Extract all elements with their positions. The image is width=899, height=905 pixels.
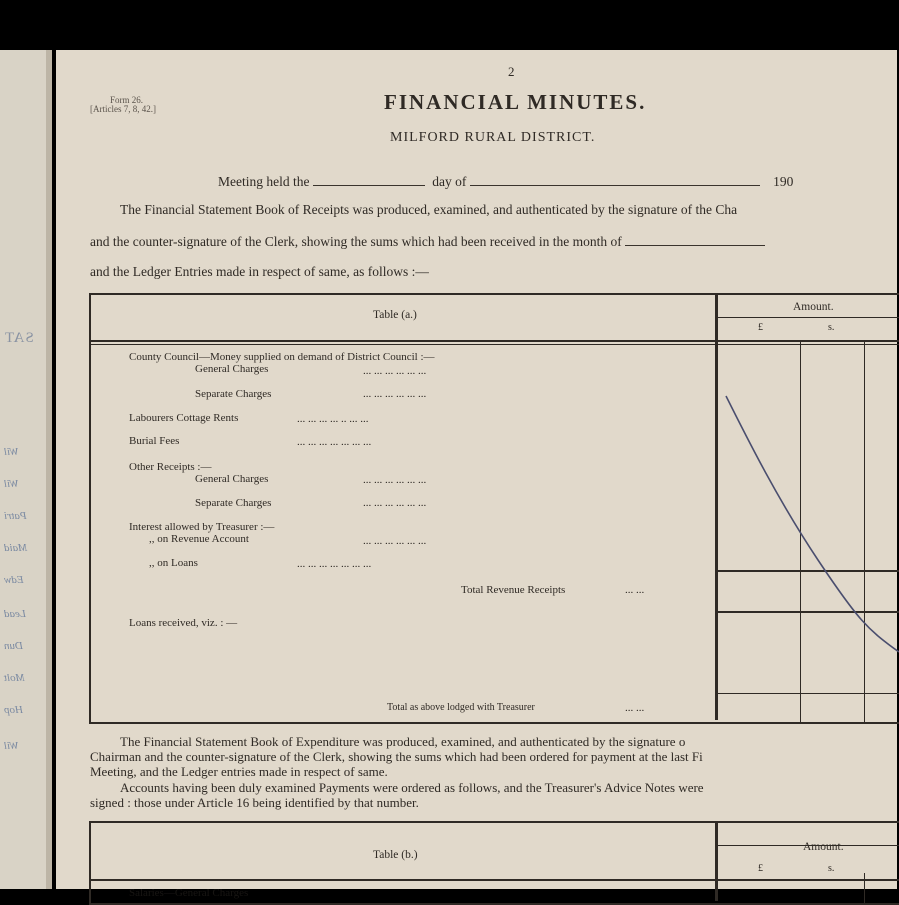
leader-dots: ... ... ... ... ... ... <box>363 388 427 400</box>
total-lodged-label: Total as above lodged with Treasurer <box>387 702 535 713</box>
pounds-column-label: £ <box>758 863 763 874</box>
table-b-caption: Table (b.) <box>373 849 418 861</box>
row-separate-charges: Separate Charges <box>195 388 272 400</box>
left-page-text: Hop <box>4 704 23 716</box>
receipts-para-line3: and the Ledger Entries made in respect of same, as follows :— <box>90 264 429 279</box>
page-number: 2 <box>508 64 515 79</box>
left-page-text: Wil <box>4 740 19 752</box>
page-title: FINANCIAL MINUTES. <box>384 90 647 114</box>
page-edge-shadow <box>46 50 52 889</box>
expenditure-para-line3: Meeting, and the Ledger entries made in respect of same. <box>90 764 388 779</box>
row-interest-revenue: ,, on Revenue Account <box>149 533 249 545</box>
left-page-text: Wil <box>4 446 19 458</box>
row-county-council: County Council—Money supplied on demand of District Council :— <box>129 351 435 363</box>
table-a-caption: Table (a.) <box>373 309 417 321</box>
shillings-pence-divider <box>864 873 865 903</box>
leader-dots: ... ... ... ... ... ... <box>363 497 427 509</box>
shillings-column-label: s. <box>828 322 835 333</box>
meeting-line <box>218 174 793 190</box>
row-salaries-general: Salaries—General Charges <box>129 887 249 899</box>
payments-table <box>89 821 899 905</box>
receipts-para-line1: The Financial Statement Book of Receipts was produced, examined, and authenticated by the signature of the Cha <box>120 202 738 217</box>
amount-subheader-rule <box>718 317 899 318</box>
leader-dots: ... ... ... ... ... ... <box>363 535 427 547</box>
day-of-label: day of <box>432 174 467 189</box>
row-other-separate-charges: Separate Charges <box>195 497 272 509</box>
meeting-day-blank[interactable] <box>313 175 425 186</box>
form-reference <box>90 96 156 114</box>
leader-dots: ... ... <box>625 584 645 596</box>
meeting-held-label: Meeting held the <box>218 174 310 189</box>
left-page-text: Molt <box>4 672 25 684</box>
form-number: Form 26. <box>110 95 144 105</box>
district-subtitle: MILFORD RURAL DISTRICT. <box>390 130 596 145</box>
receipts-para-line2 <box>90 234 765 250</box>
left-page-text: Maid <box>4 542 28 554</box>
row-other-general-charges: General Charges <box>195 473 269 485</box>
row-interest-allowed: Interest allowed by Treasurer :— <box>129 521 275 533</box>
left-page-text: Dun <box>4 640 23 652</box>
loans-received-label: Loans received, viz. : — <box>129 617 238 629</box>
left-page-text: Wil <box>4 478 19 490</box>
expenditure-para-line2: Chairman and the counter-signature of the Clerk, showing the sums which had been ordered for payment at the last Fi <box>90 749 703 764</box>
expenditure-para-line1: The Financial Statement Book of Expenditure was produced, examined, and authenticated by the signature o <box>120 734 686 749</box>
total-revenue-receipts-label: Total Revenue Receipts <box>461 584 566 596</box>
row-labourers-cottage-rents: Labourers Cottage Rents <box>129 412 239 424</box>
total-lodged-rule <box>718 693 899 694</box>
handwritten-strike-line <box>718 390 899 655</box>
leader-dots: ... ... ... ... ... ... <box>363 365 427 377</box>
leader-dots: ... ... <box>625 702 645 714</box>
leader-dots: ... ... ... ... ... ... ... <box>297 558 372 570</box>
meeting-month-blank[interactable] <box>470 175 760 186</box>
receipts-para-line2-text: and the counter-signature of the Clerk, showing the sums which had been received in the month of <box>90 234 622 249</box>
amount-column-divider <box>715 821 718 901</box>
table-bottom-rule <box>89 722 897 723</box>
shillings-column-label: s. <box>828 863 835 874</box>
left-page-edge <box>0 50 52 889</box>
left-page-text: Lead <box>4 608 26 620</box>
row-other-receipts: Other Receipts :— <box>129 461 212 473</box>
scan-top-border <box>0 0 897 50</box>
expenditure-para-line4: Accounts having been duly examined Payments were ordered as follows, and the Treasurer's Advice Notes were <box>120 780 704 795</box>
leader-dots: ... ... ... ... .. ... ... <box>297 413 369 425</box>
left-page-text: SAT <box>4 330 34 346</box>
amount-header: Amount. <box>793 301 834 313</box>
amount-header: Amount. <box>803 841 844 853</box>
left-page-text: Edw <box>4 574 24 586</box>
row-burial-fees: Burial Fees <box>129 435 180 447</box>
expenditure-para-line5: signed : those under Article 16 being identified by that number. <box>90 795 419 810</box>
receipt-month-blank[interactable] <box>625 235 765 246</box>
leader-dots: ... ... ... ... ... ... <box>363 474 427 486</box>
row-general-charges: General Charges <box>195 363 269 375</box>
ledger-page <box>56 50 897 899</box>
year-prefix: 190 <box>773 174 794 189</box>
pounds-column-label: £ <box>758 322 763 333</box>
form-articles: [Articles 7, 8, 42.] <box>90 104 156 114</box>
table-header-rule <box>91 879 899 881</box>
receipts-table <box>89 293 899 724</box>
row-interest-loans: ,, on Loans <box>149 557 198 569</box>
leader-dots: ... ... ... ... ... ... ... <box>297 436 372 448</box>
table-header-rule <box>91 340 899 342</box>
left-page-text: Patri <box>4 510 27 522</box>
table-header-rule-thin <box>91 344 899 345</box>
